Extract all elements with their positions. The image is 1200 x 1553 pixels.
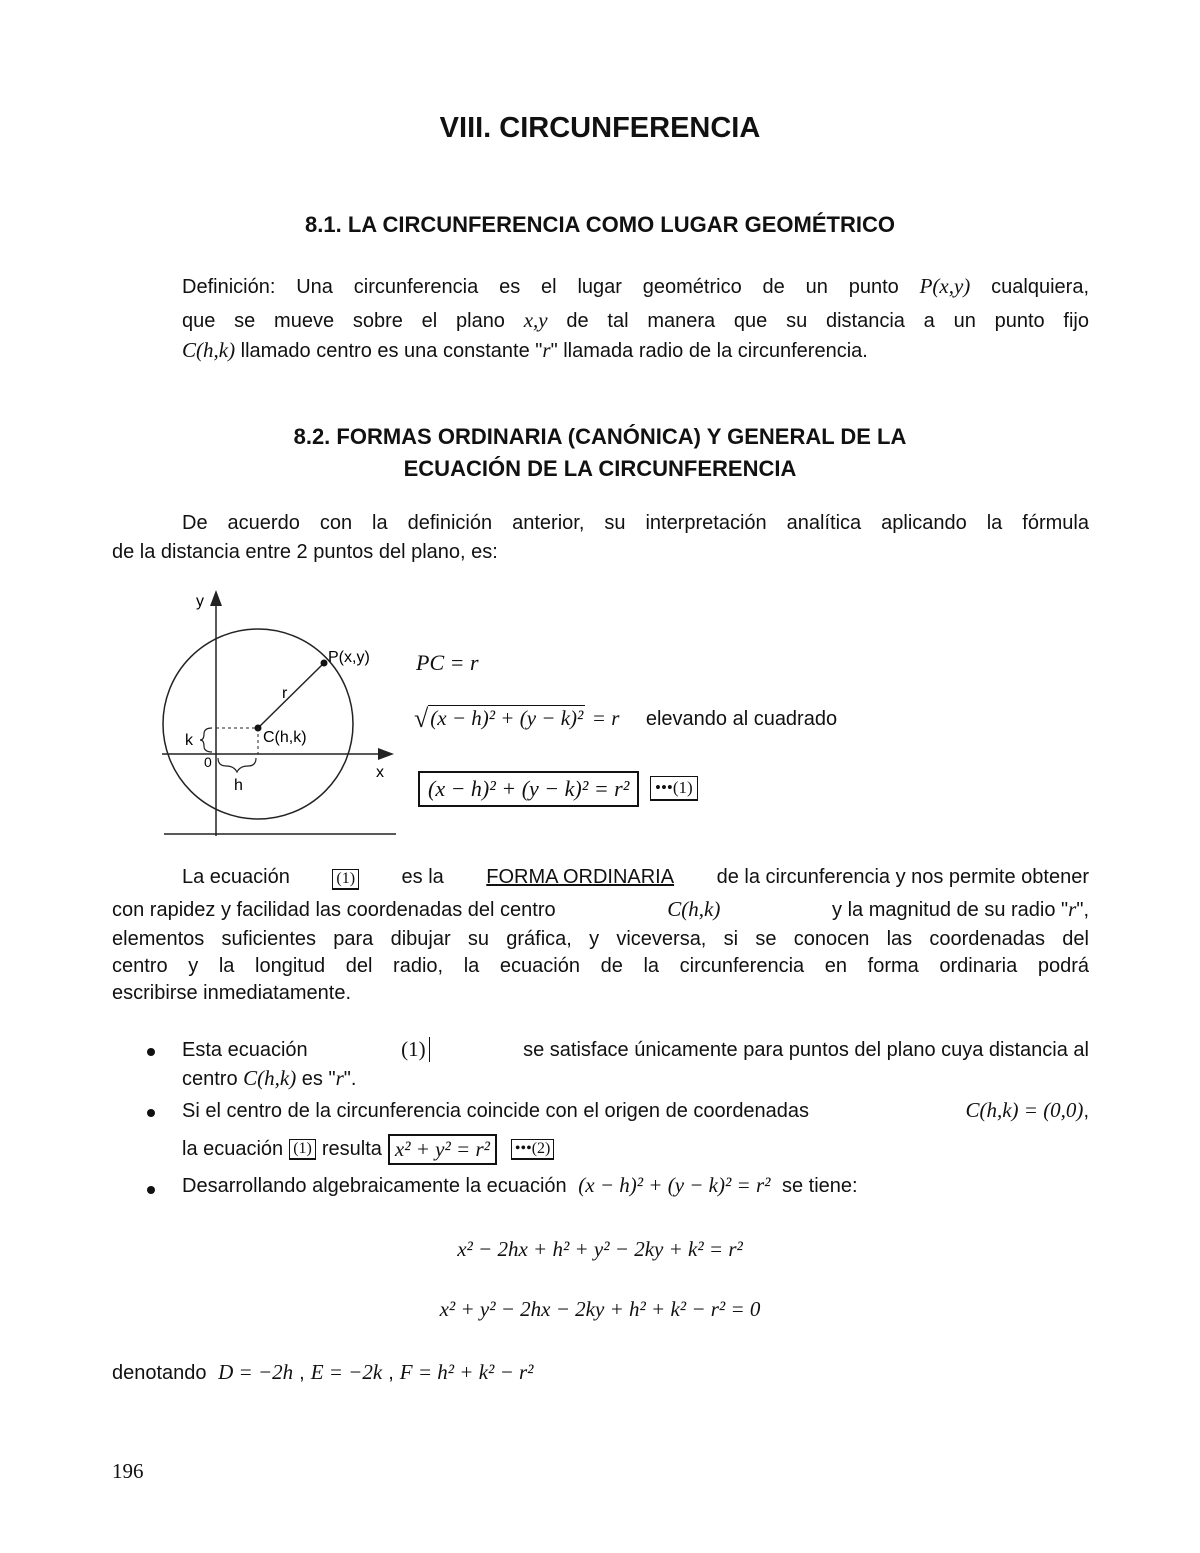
ref-eq-1: (1) xyxy=(332,869,359,890)
ref-eq-1: (1) xyxy=(289,1139,316,1160)
ordinary-form-math: (x − h)² + (y − k)² = r² xyxy=(578,1173,771,1197)
page-number: 196 xyxy=(112,1459,144,1483)
separator: , xyxy=(388,1362,394,1384)
bullet-text: , xyxy=(1083,1100,1089,1122)
bullet-text: centro xyxy=(182,1068,238,1090)
y-axis-arrow xyxy=(210,590,222,606)
sqrt-rhs: = r xyxy=(591,706,620,730)
e-definition: E = −2k xyxy=(310,1360,383,1384)
def-text: " llamada radio de la circunferencia. xyxy=(550,340,868,362)
bullet-text: es " xyxy=(301,1068,336,1090)
equation-tag-1 xyxy=(650,776,698,801)
bullet-text: resulta xyxy=(321,1138,382,1160)
bullet-1-marker xyxy=(147,1048,155,1056)
para-text: y la magnitud de su radio " xyxy=(832,899,1069,921)
section-8-1-heading: 8.1. LA CIRCUNFERENCIA COMO LUGAR GEOMÉTRICO xyxy=(305,212,895,237)
radius-r-math: r xyxy=(335,1066,344,1090)
eq-pc-equals-r: PC = r xyxy=(416,650,479,675)
def-text: llamado centro es una constante " xyxy=(240,340,543,362)
separator: , xyxy=(299,1362,305,1384)
ordinaria-line-1 xyxy=(182,866,1089,890)
k-brace xyxy=(200,728,212,752)
origin-form-equation-box: x² + y² = r² xyxy=(388,1134,497,1165)
y-axis-label: y xyxy=(196,593,204,610)
def-text: Definición: Una circunferencia es el lugar geométrico de un punto xyxy=(182,276,899,298)
radius-label: r xyxy=(282,685,288,702)
center-c-math: C(h,k) xyxy=(243,1066,297,1090)
x-axis-arrow xyxy=(378,748,394,760)
denotando-line xyxy=(112,1360,533,1385)
def-text: que se mueve sobre el plano xyxy=(182,310,505,332)
bullet-text: la ecuación xyxy=(182,1138,284,1160)
intro-line-1: De acuerdo con la definición anterior, su interpretación analítica aplicando la fórmula xyxy=(182,512,1089,534)
tag-1-label: •••(1) xyxy=(650,776,698,801)
sqrt-note: elevando al cuadrado xyxy=(645,708,838,730)
def-text: cualquiera, xyxy=(991,276,1089,298)
definition-line-1 xyxy=(182,270,1089,303)
ordinaria-line-3: elementos suficientes para dibujar su gráfica, y viceversa, si se conocen las coordenadas del xyxy=(112,928,1089,950)
ordinaria-line-5: escribirse inmediatamente. xyxy=(112,982,351,1004)
k-label: k xyxy=(185,732,193,749)
bullet-3-marker xyxy=(147,1186,155,1194)
center-c-math: C(h,k) xyxy=(182,338,236,362)
para-text: ", xyxy=(1076,899,1089,921)
denotando-label: denotando xyxy=(112,1362,207,1384)
circle-diagram xyxy=(160,584,400,840)
definition-line-2 xyxy=(182,304,1089,337)
bullet-2-marker xyxy=(147,1109,155,1117)
eq-sqrt-row xyxy=(414,704,837,734)
equation-tag-2: •••(2) xyxy=(511,1139,554,1160)
definition-line-3 xyxy=(182,338,868,363)
sqrt-radicand: (x − h)² + (y − k)² xyxy=(430,706,584,730)
x-axis-label: x xyxy=(376,764,384,781)
origin-label: 0 xyxy=(204,754,212,770)
plane-xy-math: x,y xyxy=(523,308,548,332)
radius-r-math: r xyxy=(1068,897,1077,921)
origin-condition-math: C(h,k) = (0,0) xyxy=(965,1098,1084,1122)
bullet-2-line-2 xyxy=(182,1134,554,1165)
def-text: de tal manera que su distancia a un punto fijo xyxy=(566,310,1089,332)
center-c-math: C(h,k) xyxy=(667,897,721,921)
bullet-text: ". xyxy=(343,1068,357,1090)
radius-r-math: r xyxy=(542,338,551,362)
bullet-3-line-1 xyxy=(182,1173,858,1198)
h-brace xyxy=(218,758,256,772)
circle-shape xyxy=(163,629,353,819)
ref-eq-1: (1) xyxy=(401,1037,430,1062)
para-text: La ecuación xyxy=(182,866,290,888)
section-8-2-heading-line-1: 8.2. FORMAS ORDINARIA (CANÓNICA) Y GENERAL DE LA xyxy=(293,424,907,449)
expanded-equation-2: x² + y² − 2hx − 2ky + h² + k² − r² = 0 xyxy=(439,1297,761,1321)
center-label: C(h,k) xyxy=(263,729,307,746)
chapter-title: VIII. CIRCUNFERENCIA xyxy=(439,112,761,144)
point-p-label: P(x,y) xyxy=(328,649,370,666)
bullet-2-line-1 xyxy=(182,1098,1089,1123)
expanded-equation-1: x² − 2hx + h² + y² − 2ky + k² = r² xyxy=(457,1237,743,1261)
d-definition: D = −2h xyxy=(218,1360,294,1384)
bullet-text: Desarrollando algebraicamente la ecuación xyxy=(182,1175,567,1197)
ordinary-form-equation-box: (x − h)² + (y − k)² = r² xyxy=(418,771,639,807)
bullet-text: se satisface únicamente para puntos del plano cuya distancia al xyxy=(523,1039,1089,1061)
bullet-1-line-2 xyxy=(182,1066,356,1091)
bullet-1-line-1 xyxy=(182,1037,1089,1062)
para-text: es la xyxy=(401,866,444,888)
sqrt-sign: √ xyxy=(414,704,429,733)
h-label: h xyxy=(234,777,243,794)
bullet-text: Si el centro de la circunferencia coincide con el origen de coordenadas xyxy=(182,1100,810,1122)
point-p-math: P(x,y) xyxy=(919,274,971,298)
bullet-text: Esta ecuación xyxy=(182,1039,308,1061)
ordinaria-line-2 xyxy=(112,897,1089,922)
bullet-text: se tiene: xyxy=(782,1175,858,1197)
ordinaria-line-4: centro y la longitud del radio, la ecuación de la circunferencia en forma ordinaria podrá xyxy=(112,955,1089,977)
para-text: con rapidez y facilidad las coordenadas del centro xyxy=(112,899,556,921)
section-8-2-heading-line-2: ECUACIÓN DE LA CIRCUNFERENCIA xyxy=(403,456,797,481)
point-p xyxy=(321,660,328,667)
intro-line-2: de la distancia entre 2 puntos del plano, es: xyxy=(112,541,498,563)
radius-line xyxy=(258,663,324,728)
f-definition: F = h² + k² − r² xyxy=(399,1360,534,1384)
forma-ordinaria-term: FORMA ORDINARIA xyxy=(486,866,675,888)
para-text: de la circunferencia y nos permite obtener xyxy=(716,866,1089,888)
